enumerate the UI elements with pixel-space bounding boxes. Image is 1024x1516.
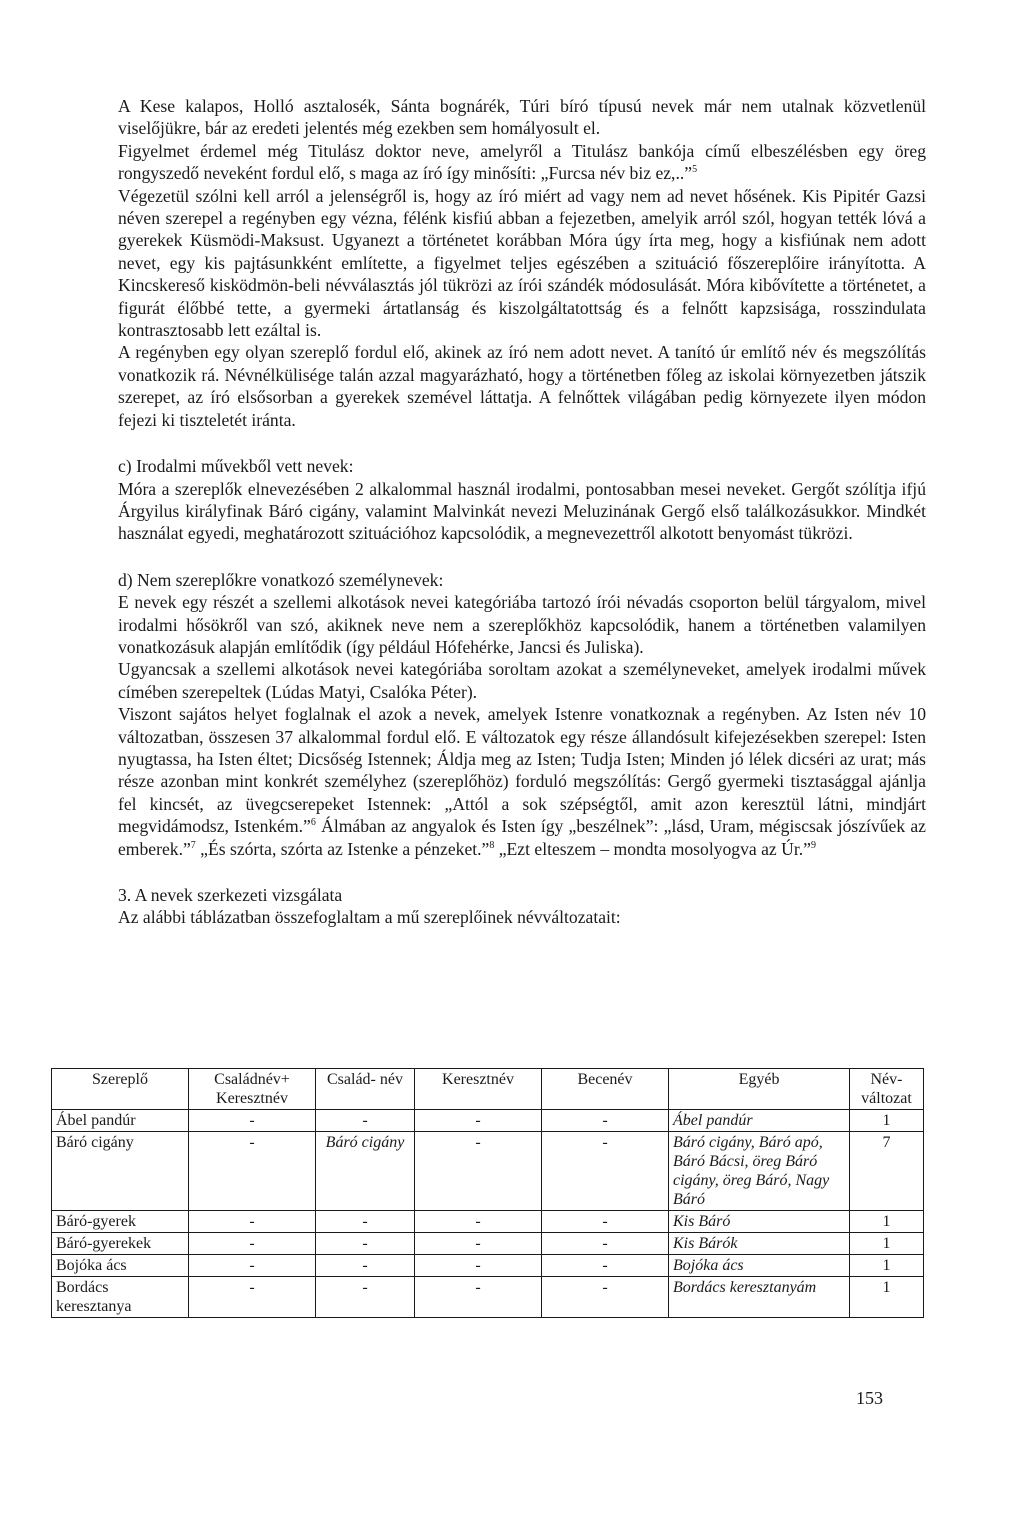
table-cell: - [189, 1233, 316, 1255]
table-cell: - [415, 1233, 542, 1255]
table-cell: 1 [850, 1110, 924, 1132]
footnote-ref: 6 [310, 817, 316, 829]
paragraph: Viszont sajátos helyet foglalnak el azok a nevek, amelyek Istenre vonatkoznak a regényben. Az Isten név 10 változatban, összesen 37 alkalommal fordul elő. E változatok egy része állandósult kifejezésekben szerepel: Isten nyugtassa, ha Isten éltet; Dicsőség Istennek; Áldja meg az Isten; Tudja Isten; Minden jó lélek dicséri az urat; más része azonban mint konkrét személyhez (szereplőhöz) forduló megszólítás: Gergő gyermeki tisztasággal ajánlja fel kincsét, az üvegcserepeket Istennek: „Attól a sok szépségtől, amit azon keresztül látni, mindjárt megvidámodsz, Istenkém.”$^6$ Álmában az angyalok és Isten így „beszélnek”: „lásd, Uram, mégiscsak jószívűek az emberek.”$^7$ „És szórta, szórta az Istenke a pénzeket.”$^8$ „Ezt elteszem – mondta mosolyogva az Úr.”$^9$ [118, 704, 926, 859]
table-cell: - [189, 1211, 316, 1233]
table-row [52, 1255, 924, 1277]
table-cell: - [542, 1110, 669, 1132]
table-cell: - [189, 1277, 316, 1318]
column-header: Szereplő [52, 1069, 189, 1110]
footnote-ref: 9 [810, 839, 816, 851]
table-cell: - [415, 1255, 542, 1277]
table-cell: - [542, 1233, 669, 1255]
table-cell: - [316, 1110, 415, 1132]
table-cell: Báró cigány [316, 1132, 415, 1211]
column-header: Keresztnév [415, 1069, 542, 1110]
table-cell: Bordács keresztanyám [669, 1277, 850, 1318]
table-cell: - [542, 1255, 669, 1277]
column-header: Családnév+ Keresztnév [189, 1069, 316, 1110]
page-number: 153 [856, 1388, 883, 1408]
section-3-heading: 3. A nevek szerkezeti vizsgálata [118, 885, 343, 905]
table-cell: 1 [850, 1211, 924, 1233]
paragraph: E nevek egy részét a szellemi alkotások nevei kategóriába tartozó írói névadás csoporton belül tárgyalom, mivel irodalmi hősökről van szó, akiknek neve nem a szereplőkhöz kapcsolódik, hanem a történetben valamilyen vonatkozásuk alapján említődik (így például Hófehérke, Jancsi és Juliska). [118, 592, 926, 657]
paragraph: A Kese kalapos, Holló asztalosék, Sánta bognárék, Túri bíró típusú nevek már nem utalnak közvetlenül viselőjükre, bár az eredeti jelentés még ezekben sem homályosult el. [118, 96, 926, 139]
table-cell: 1 [850, 1277, 924, 1318]
table-cell: - [189, 1110, 316, 1132]
column-header: Egyéb [669, 1069, 850, 1110]
table-cell: Kis Bárók [669, 1233, 850, 1255]
table-cell: - [415, 1211, 542, 1233]
table-cell: Ábel pandúr [52, 1110, 189, 1132]
table-cell: Báró-gyerekek [52, 1233, 189, 1255]
paragraph: Figyelmet érdemel még Titulász doktor neve, amelyről a Titulász bankója című elbeszélésben egy öreg rongyszedő neveként fordul elő, s maga az író így minősíti: „Furcsa név biz ez,..”$^5$ [118, 140, 926, 184]
footnote-ref: 8 [489, 839, 495, 851]
table-cell: - [542, 1132, 669, 1211]
table-cell: Bordács keresztanya [52, 1277, 189, 1318]
table-cell: - [415, 1277, 542, 1318]
body-text [118, 95, 926, 929]
table-cell: - [316, 1233, 415, 1255]
table-cell: 7 [850, 1132, 924, 1211]
column-header: Család- név [316, 1069, 415, 1110]
table-row [52, 1211, 924, 1233]
table-cell: Kis Báró [669, 1211, 850, 1233]
section-c-heading: c) Irodalmi művekből vett nevek: [118, 456, 354, 477]
table-cell: - [316, 1211, 415, 1233]
table-cell: - [189, 1255, 316, 1277]
footnote-ref: 7 [190, 839, 196, 851]
table-cell: - [189, 1132, 316, 1211]
column-header: Becenév [542, 1069, 669, 1110]
table-cell: Báró cigány [52, 1132, 189, 1211]
table-row [52, 1233, 924, 1255]
table-row [52, 1110, 924, 1132]
section-d-heading: d) Nem szereplőkre vonatkozó személynevek: [118, 569, 444, 590]
table-cell: - [316, 1255, 415, 1277]
table-cell: - [316, 1277, 415, 1318]
table-intro: Az alábbi táblázatban összefoglaltam a mű szereplőinek névváltozatait: [118, 907, 621, 928]
table-cell: - [415, 1110, 542, 1132]
column-header: Név- változat [850, 1069, 924, 1110]
table-cell: 1 [850, 1255, 924, 1277]
table-cell: Bojóka ács [52, 1255, 189, 1277]
name-variants-table [51, 1068, 924, 1318]
paragraph: Ugyancsak a szellemi alkotások nevei kategóriába soroltam azokat a személyneveket, amelyek irodalmi művek címében szerepeltek (Lúdas Matyi, Csalóka Péter). [118, 659, 926, 702]
paragraph: Móra a szereplők elnevezésében 2 alkalommal használ irodalmi, pontosabban mesei neveket. Gergőt szólítja ifjú Árgyilus királyfinak Báró cigány, valamint Malvinkát nevezi Meluzinának Gergő első találkozásukkor. Mindkét használat egyedi, meghatározott szituációhoz kapcsolódik, a megnevezettről alkotott benyomást tükrözi. [118, 478, 926, 544]
table-cell: Bojóka ács [669, 1255, 850, 1277]
table-cell: - [415, 1132, 542, 1211]
table-row [52, 1277, 924, 1318]
table-cell: 1 [850, 1233, 924, 1255]
footnote-ref: 5 [692, 164, 698, 176]
table-cell: Ábel pandúr [669, 1110, 850, 1132]
table-cell: Báró-gyerek [52, 1211, 189, 1233]
paragraph: Végezetül szólni kell arról a jelenségről is, hogy az író miért ad vagy nem ad nevet hősének. Kis Pipitér Gazsi néven szerepel a regényben egy vézna, félénk kisfiú abban a fejezetben, amelyik arról szól, hogyan tették lóvá a gyerekek Küsmödi-Maksust. Ugyanezt a történetet korábban Móra úgy írta meg, hogy a kisfiúnak nem adott nevet, egy kis pajtásunkként említette, a figyelmet teljes egészében a szituáció főszereplőire irányította. A Kincskereső kisködmön-beli névválasztás jól tükrözi az írói szándék módosulását. Móra kibővítette a történetet, a figurát élőbbé tette, a gyermeki ártatlanság és kiszolgáltatottság és a felnőtt kapzsisága, rosszindulata kontrasztosabb lett ezáltal is. [118, 185, 926, 341]
table-row [52, 1132, 924, 1211]
table-cell: Báró cigány, Báró apó, Báró Bácsi, öreg Báró cigány, öreg Báró, Nagy Báró [669, 1132, 850, 1211]
table-header-row [52, 1069, 924, 1110]
table-cell: - [542, 1277, 669, 1318]
paragraph: A regényben egy olyan szereplő fordul elő, akinek az író nem adott nevet. A tanító úr említő név és megszólítás vonatkozik rá. Névnélkülisége talán azzal magyarázható, hogy a történetben főleg az iskolai környezetben játszik szerepet, az író elsősorban a gyerekek szemével láttatja. A felnőttek világában pedig környezete ilyen módon fejezi ki tiszteletét iránta. [118, 342, 926, 430]
table-cell: - [542, 1211, 669, 1233]
